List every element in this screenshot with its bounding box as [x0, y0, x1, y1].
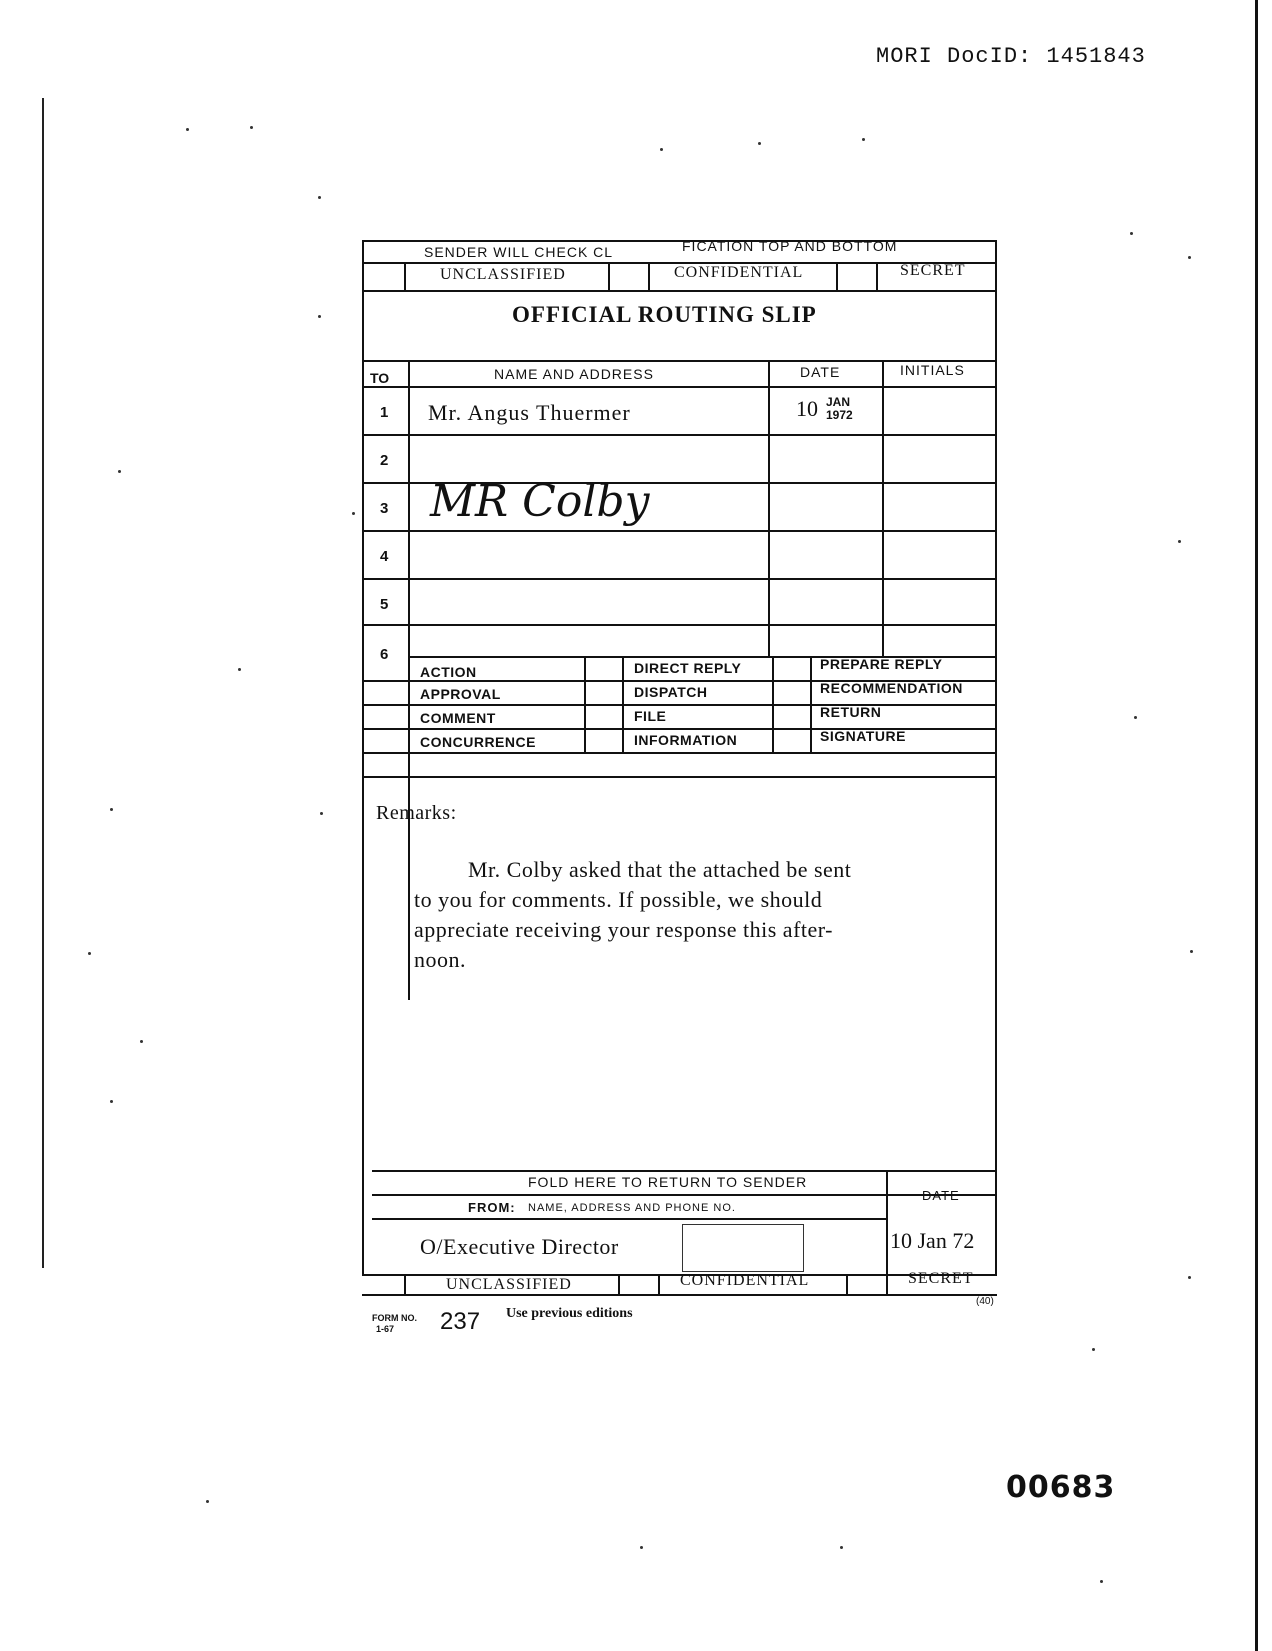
- from-date: 10 Jan 72: [890, 1228, 975, 1253]
- class-confidential-bottom: CONFIDENTIAL: [680, 1272, 810, 1289]
- form-date: 1-67: [376, 1324, 395, 1334]
- archive-stamp-number: 00683: [1006, 1470, 1116, 1505]
- col-date: DATE: [800, 364, 841, 380]
- row-num: 1: [380, 404, 389, 421]
- row-num: 3: [380, 500, 389, 517]
- from-label: FROM:: [468, 1200, 516, 1215]
- form-note: Use previous editions: [506, 1306, 633, 1321]
- remarks-line: noon.: [414, 947, 466, 972]
- col-to: TO: [370, 370, 390, 386]
- action-item: APPROVAL: [420, 686, 501, 702]
- scan-edge-left: [42, 98, 44, 1268]
- remarks-line: to you for comments. If possible, we should: [414, 887, 823, 912]
- class-secret-top: SECRET: [900, 262, 966, 279]
- form-code: (40): [976, 1296, 994, 1307]
- from-sublabel: NAME, ADDRESS AND PHONE NO.: [528, 1202, 736, 1214]
- row-num: 2: [380, 452, 389, 469]
- slip-title: OFFICIAL ROUTING SLIP: [512, 302, 817, 327]
- scan-edge-right: [1255, 0, 1258, 1651]
- fold-instruction: FOLD HERE TO RETURN TO SENDER: [528, 1174, 808, 1190]
- col-name-address: NAME AND ADDRESS: [494, 366, 654, 382]
- row-date-month: JAN: [826, 395, 851, 409]
- row-date-year: 1972: [826, 408, 853, 422]
- action-item: FILE: [634, 708, 667, 724]
- class-secret-bottom: SECRET: [908, 1270, 974, 1287]
- remarks-line: Mr. Colby asked that the attached be sent: [468, 857, 852, 882]
- class-unclassified-bottom: UNCLASSIFIED: [446, 1276, 572, 1293]
- from-name: O/Executive Director: [420, 1234, 619, 1259]
- redaction-box: [682, 1224, 804, 1272]
- row-date-day: 10: [796, 396, 818, 421]
- class-unclassified-top: UNCLASSIFIED: [440, 266, 566, 283]
- row-name-handwritten: MR Colby: [430, 476, 650, 527]
- row-num: 6: [380, 646, 389, 663]
- action-item: ACTION: [420, 664, 477, 680]
- slip-frame: [362, 240, 997, 1276]
- action-item: CONCURRENCE: [420, 734, 536, 750]
- routing-slip: [362, 228, 1000, 1307]
- col-initials: INITIALS: [900, 362, 965, 378]
- action-item: INFORMATION: [634, 732, 738, 748]
- action-item: RECOMMENDATION: [820, 680, 963, 696]
- action-item: COMMENT: [420, 710, 496, 726]
- doc-id: MORI DocID: 1451843: [876, 44, 1146, 69]
- action-item: DISPATCH: [634, 684, 708, 700]
- action-item: PREPARE REPLY: [820, 656, 943, 672]
- row-num: 4: [380, 548, 389, 565]
- action-item: SIGNATURE: [820, 728, 906, 744]
- row-name: Mr. Angus Thuermer: [428, 400, 631, 425]
- sender-instruction-right: FICATION TOP AND BOTTOM: [682, 238, 898, 254]
- action-item: DIRECT REPLY: [634, 660, 742, 676]
- action-item: RETURN: [820, 704, 882, 720]
- remarks-label: Remarks:: [376, 802, 457, 824]
- form-number: 237: [440, 1308, 481, 1335]
- from-date-label: DATE: [922, 1188, 960, 1203]
- row-num: 5: [380, 596, 389, 613]
- remarks-line: appreciate receiving your response this after-: [414, 917, 833, 942]
- class-confidential-top: CONFIDENTIAL: [674, 264, 804, 281]
- form-no-label: FORM NO.: [372, 1313, 417, 1323]
- sender-instruction-left: SENDER WILL CHECK CL: [424, 244, 614, 260]
